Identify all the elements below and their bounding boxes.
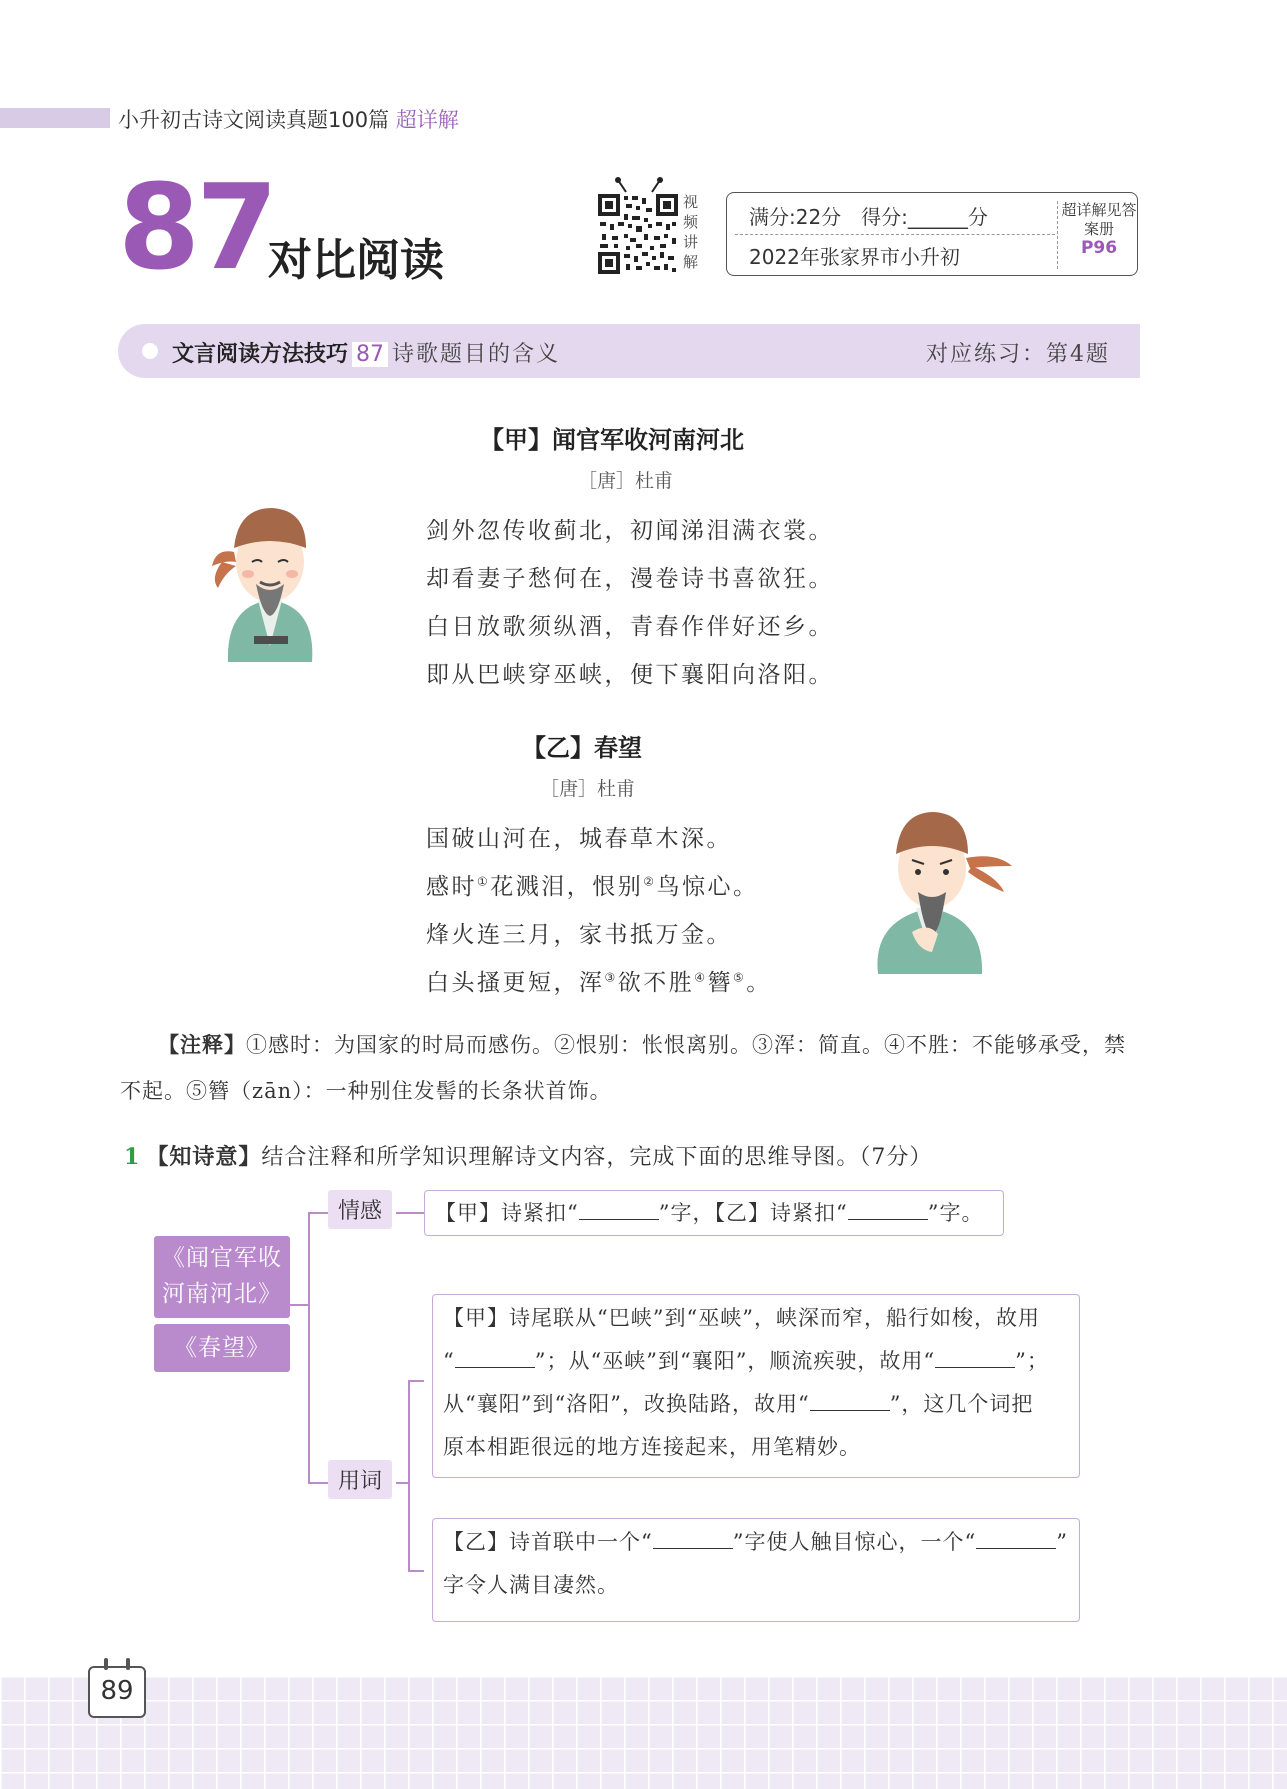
words-a-row-2	[443, 1340, 1069, 1383]
note-mark: ①	[477, 874, 491, 889]
words-b-text: ”	[1056, 1530, 1068, 1554]
poem-b-line-4-part: 白头搔更短，浑	[426, 970, 605, 996]
method-number: 87	[352, 342, 388, 367]
answer-blank[interactable]	[848, 1197, 928, 1220]
emotion-answer-connector	[396, 1212, 424, 1214]
annotations-text: ①感时：为国家的时局而感伤。②恨别：怅恨离别。③浑：简直。④不胜：不能够承受，禁不起。⑤簪（zān）：一种别住发髻的长条状首饰。	[120, 1033, 1126, 1103]
words-answer-connector-bottom	[408, 1570, 424, 1572]
annotations	[120, 1022, 1140, 1114]
mindmap-branch-words: 用词	[328, 1460, 392, 1499]
poem-b-title: 【乙】春望	[522, 734, 642, 762]
book-title	[118, 104, 459, 134]
words-a-text: ”，这几个词把	[889, 1392, 1034, 1416]
method-label-text: 文言阅读方法技巧	[172, 342, 349, 367]
mindmap-emotion-connector	[308, 1212, 328, 1214]
words-a-text: ”；从“巫峡”到“襄阳”，顺流疾驶，故用“	[534, 1349, 936, 1373]
mindmap-root-poem-a: 《闻官军收河南河北》	[154, 1236, 290, 1318]
answer-blank[interactable]	[455, 1345, 535, 1368]
poet-happy-illustration	[208, 496, 334, 662]
lesson-title: 对比阅读	[268, 235, 444, 286]
words-answer-box-a	[432, 1294, 1080, 1478]
question-tag: 【知诗意】	[146, 1144, 262, 1170]
tv-antenna-icon	[612, 176, 666, 194]
emotion-answer-box	[424, 1190, 1004, 1236]
qr-code-icon[interactable]	[598, 194, 678, 274]
mindmap-root-poem-b: 《春望》	[154, 1324, 290, 1372]
words-b-text: ”字使人触目惊心，一个“	[732, 1530, 977, 1554]
words-a-text: 【甲】诗尾联从“巴峡”到“巫峡”，峡深而窄，船行如梭，故用	[443, 1306, 1040, 1330]
answer-page: P96	[1080, 238, 1118, 258]
score-box	[726, 192, 1138, 276]
page-number: 89	[100, 1676, 134, 1706]
poem-b-line-2-part: 鸟惊心。	[656, 874, 759, 900]
poem-a-line-2: 却看妻子愁何在，漫卷诗书喜欲狂。	[426, 566, 834, 592]
words-answer-bracket	[408, 1380, 410, 1570]
answer-blank[interactable]	[935, 1345, 1015, 1368]
practice-reference: 对应练习：第4题	[926, 342, 1110, 367]
poem-b-line-2	[426, 868, 759, 901]
note-mark: ③	[604, 970, 618, 985]
method-bar	[118, 324, 1140, 378]
answer-ref-text: 超详解见答案册	[1061, 201, 1137, 238]
words-b-text: 【乙】诗首联中一个“	[443, 1530, 653, 1554]
note-mark: ②	[643, 874, 657, 889]
score-vdivider	[1057, 201, 1058, 269]
poem-b-line-4-part: 欲不胜	[617, 970, 695, 996]
book-title-text: 小升初古诗文阅读真题100篇	[118, 108, 390, 132]
words-a-text: “	[443, 1349, 455, 1373]
method-topic: 诗歌题目的含义	[392, 342, 561, 367]
source-line: 2022年张家界市小升初	[749, 245, 960, 269]
words-a-text: ”；	[1015, 1349, 1049, 1373]
poem-b-line-1: 国破山河在，城春草木深。	[426, 826, 732, 852]
emotion-text: ”字，【乙】诗紧扣“	[658, 1201, 848, 1225]
page-number-box	[88, 1666, 146, 1718]
question-text: 结合注释和所学知识理解诗文内容，完成下面的思维导图。（7分）	[261, 1145, 933, 1170]
emotion-text: 【甲】诗紧扣“	[435, 1201, 579, 1225]
mindmap-root-connector	[290, 1304, 308, 1306]
words-a-text: 原本相距很远的地方连接起来，用笔精妙。	[443, 1435, 861, 1459]
answer-reference	[1061, 201, 1137, 258]
method-label	[172, 337, 560, 368]
question-number: 1	[124, 1144, 141, 1170]
poem-a-line-3: 白日放歌须纵酒，青春作伴好还乡。	[426, 614, 834, 640]
poem-a-line-1: 剑外忽传收蓟北，初闻涕泪满衣裳。	[426, 518, 834, 544]
words-a-text: 从“襄阳”到“洛阳”，改换陆路，故用“	[443, 1392, 810, 1416]
words-answer-connector-top	[408, 1380, 424, 1382]
poem-b-line-2-part: 感时	[426, 874, 477, 900]
words-answer-box-b	[432, 1518, 1080, 1622]
words-answer-connector	[396, 1482, 408, 1484]
answer-blank[interactable]	[976, 1526, 1056, 1549]
words-a-row-3	[443, 1383, 1069, 1426]
footer-grid	[0, 1676, 1287, 1789]
note-mark: ④	[694, 970, 708, 985]
header-accent-band	[0, 108, 110, 128]
mindmap-trunk-line	[308, 1212, 310, 1482]
bullet-dot-icon	[142, 343, 158, 359]
score-line: 满分:22分 得分:______分	[749, 205, 988, 229]
words-b-text: 字令人满目凄然。	[443, 1573, 619, 1597]
question-1	[124, 1140, 932, 1171]
note-mark: ⑤	[733, 970, 747, 985]
poet-sad-illustration	[872, 802, 1020, 974]
answer-blank[interactable]	[579, 1197, 659, 1220]
book-title-accent: 超详解	[395, 108, 459, 132]
score-divider	[735, 234, 1055, 235]
mindmap-branch-emotion: 情感	[328, 1190, 392, 1229]
poem-b-line-4-part: 簪	[707, 970, 734, 996]
annotations-label: 【注释】	[158, 1032, 246, 1057]
qr-label: 视频讲解	[683, 193, 699, 271]
poem-b-line-4-part: 。	[746, 970, 772, 996]
emotion-text: ”字。	[927, 1201, 984, 1225]
mindmap-words-connector	[308, 1482, 328, 1484]
poem-a-title: 【甲】闻官军收河南河北	[480, 426, 744, 454]
words-b-row-1	[443, 1521, 1069, 1564]
poem-b-line-3: 烽火连三月，家书抵万金。	[426, 922, 732, 948]
calendar-rings-icon	[100, 1658, 134, 1672]
poem-b-author: ［唐］杜甫	[540, 778, 636, 800]
poem-a-author: ［唐］杜甫	[578, 470, 674, 492]
lesson-number: 87	[118, 158, 275, 296]
poem-a-line-4: 即从巴峡穿巫峡，便下襄阳向洛阳。	[426, 662, 834, 688]
poem-b-line-2-part: 花溅泪，恨别	[490, 874, 644, 900]
answer-blank[interactable]	[810, 1388, 890, 1411]
answer-blank[interactable]	[653, 1526, 733, 1549]
poem-b-line-4	[426, 964, 772, 997]
